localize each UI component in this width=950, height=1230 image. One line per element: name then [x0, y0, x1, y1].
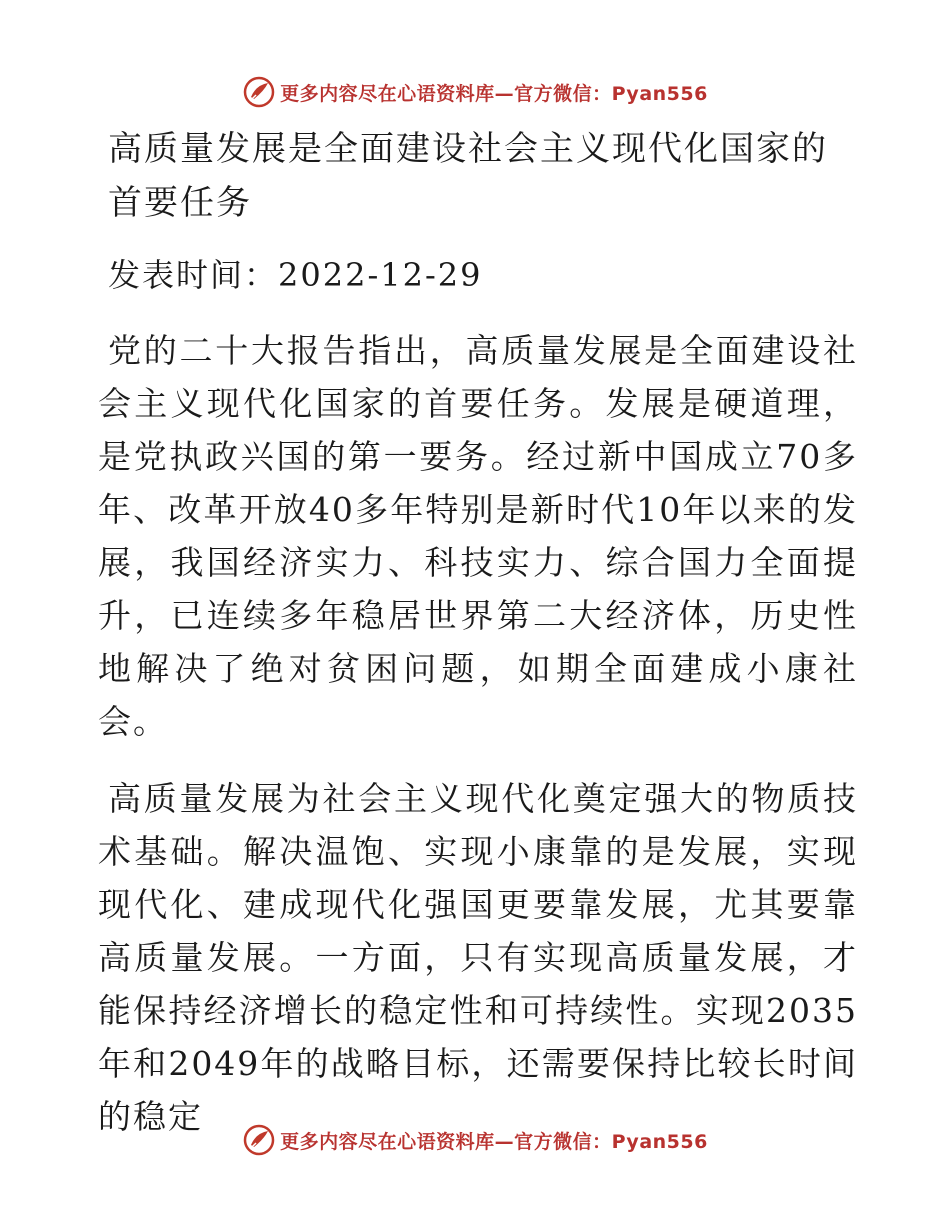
- quill-logo-icon: [242, 75, 276, 109]
- paragraph-1: 党的二十大报告指出，高质量发展是全面建设社会主义现代化国家的首要任务。发展是硬道理，是党执政兴国的第一要务。经过新中国成立70多年、改革开放40多年特别是新时代10年以来的发展，我国经济实力、科技实力、综合国力全面提升，已连续多年稳居世界第二大经济体，历史性地解决了绝对贫困问题，如期全面建成小康社会。: [98, 331, 858, 741]
- footer-watermark-text: 更多内容尽在心语资料库—官方微信：Pyan556: [280, 1130, 708, 1153]
- footer-watermark: [0, 1120, 950, 1160]
- paragraph-2: 高质量发展为社会主义现代化奠定强大的物质技术基础。解决温饱、实现小康靠的是发展，实现现代化、建成现代化强国更要靠发展，尤其要靠高质量发展。一方面，只有实现高质量发展，才能保持经济增长的稳定性和可持续性。实现2035年和2049年的战略目标，还需要保持比较长时间的稳定: [98, 779, 858, 1136]
- header-watermark-text: 更多内容尽在心语资料库—官方微信：Pyan556: [280, 82, 708, 105]
- quill-logo-icon: [242, 1123, 276, 1157]
- header-watermark: [0, 72, 950, 112]
- publish-date: 发表时间：2022-12-29: [108, 256, 483, 294]
- document-body: [98, 122, 858, 1143]
- document-title: 高质量发展是全面建设社会主义现代化国家的首要任务: [108, 129, 828, 223]
